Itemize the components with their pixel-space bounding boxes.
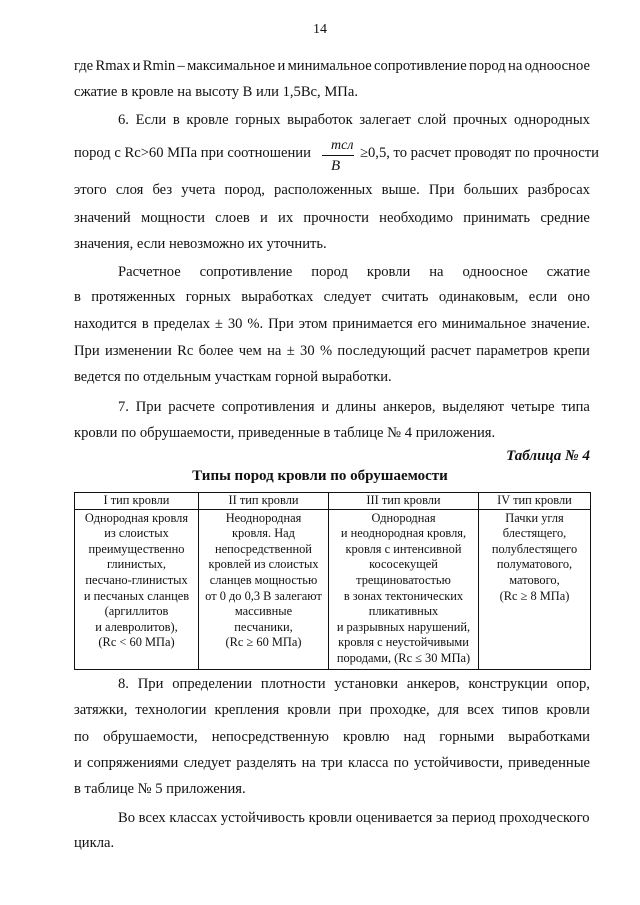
word: слоев: [215, 210, 250, 226]
word: кровле: [186, 112, 229, 128]
word: выработок: [287, 112, 353, 128]
word: оно: [567, 289, 590, 305]
cell-line: (Rc ≥ 8 МПа): [499, 588, 570, 603]
cell-line: сланцев мощностью: [209, 572, 318, 587]
word: и: [277, 58, 286, 74]
word: пород: [469, 58, 506, 74]
word: Rc: [177, 343, 194, 359]
fraction-denominator: В: [331, 158, 341, 174]
word: При: [74, 343, 100, 359]
word: прочных: [453, 112, 508, 128]
word: 7.: [118, 399, 129, 415]
header-type-4: IV тип кровли: [479, 493, 591, 510]
word: пределах: [153, 316, 210, 332]
cell-line: песчано-глинистых: [85, 572, 188, 587]
text-line: [74, 729, 590, 746]
roof-types-table: [74, 492, 591, 670]
word: если: [528, 289, 558, 305]
word: слоя: [115, 182, 144, 198]
text-line: [74, 210, 590, 227]
cell-type-2: [199, 509, 329, 669]
cell-line: и разрывных нарушений,: [336, 619, 471, 634]
word: непосредственную: [211, 729, 329, 745]
text-line: в таблице № 5 приложения.: [74, 781, 246, 797]
word: сопряжениями: [87, 755, 179, 771]
word: расчете: [168, 399, 215, 415]
table-header-row: [75, 493, 591, 510]
cell-line: (аргиллитов: [104, 604, 169, 619]
cell-line: трещиноватостью: [356, 572, 451, 587]
word: параметров: [476, 343, 549, 359]
word: 30: [227, 316, 243, 332]
word: на: [429, 264, 444, 280]
word: их: [278, 210, 294, 226]
word: на: [508, 58, 523, 74]
text-line: пород с Rc>60 МПа при соотношении: [74, 145, 311, 161]
text-line: [118, 399, 590, 416]
text-line: [118, 264, 590, 281]
word: считать: [381, 289, 429, 305]
word: минимальное: [441, 316, 527, 332]
cell-type-1: [75, 509, 199, 669]
text-line: [74, 316, 590, 333]
word: средние: [540, 210, 590, 226]
word: пород: [311, 264, 348, 280]
word: по: [393, 755, 409, 771]
word: прочности: [303, 210, 369, 226]
text-line: [74, 289, 590, 306]
word: крепи: [553, 343, 590, 359]
cell-line: из слоистых: [104, 526, 169, 541]
cell-line: песчаники,: [234, 619, 293, 634]
table-title: Типы пород кровли по обрушаемости: [192, 468, 448, 484]
fraction-bar: [322, 155, 354, 156]
text-line: [74, 343, 590, 360]
table-row: [75, 509, 591, 669]
word: плотности: [260, 676, 326, 692]
cell-line: кровлей из слоистых: [208, 557, 319, 572]
word: сжатие: [546, 264, 590, 280]
cell-line: Однородная: [371, 510, 436, 525]
cell-line: кровля с интенсивной: [345, 541, 462, 556]
word: необходимо: [379, 210, 454, 226]
cell-line: породами, (Rc ≤ 30 МПа): [336, 650, 471, 665]
word: чем: [238, 343, 262, 359]
word: 30: [300, 343, 315, 359]
word: одинаковым,: [438, 289, 519, 305]
word: и: [74, 755, 82, 771]
word: расчет: [430, 343, 471, 359]
word: протяженных: [91, 289, 176, 305]
word: в: [141, 316, 149, 332]
word: кровлю: [342, 729, 390, 745]
word: Расчетное: [118, 264, 181, 280]
text-line: [74, 182, 590, 199]
word: три: [321, 755, 343, 771]
word: типа: [561, 399, 590, 415]
word: обрушаемости,: [103, 729, 198, 745]
word: этом: [298, 316, 328, 332]
word: слой: [417, 112, 447, 128]
text-line: [74, 702, 590, 719]
word: на: [301, 755, 316, 771]
header-type-3: III тип кровли: [329, 493, 479, 510]
cell-line: кровля с неустойчивыми: [338, 635, 469, 650]
word: минимальное: [287, 58, 372, 74]
text-line: сжатие в кровле на высоту В или 1,5Вс, МПа.: [74, 84, 358, 100]
word: одноосное: [524, 58, 590, 74]
word: следует: [183, 755, 231, 771]
header-type-1: I тип кровли: [75, 493, 199, 510]
word: сопротивления: [221, 399, 315, 415]
word: 8.: [118, 676, 129, 692]
text-line: ≥0,5, то расчет проводят по прочности: [360, 145, 599, 161]
word: без: [152, 182, 173, 198]
word: %.: [247, 316, 264, 332]
cell-line: Однородная кровля: [84, 510, 189, 525]
cell-type-4: [479, 509, 591, 669]
word: приведенные: [508, 755, 590, 771]
word: При: [428, 182, 455, 198]
word: сопротивление: [199, 264, 293, 280]
cell-line: в зонах тектонических: [343, 588, 464, 603]
cell-line: и алевролитов),: [95, 619, 178, 634]
word: в: [74, 289, 81, 305]
cell-line: непосредственной: [215, 541, 312, 556]
word: выше.: [381, 182, 420, 198]
text-line: цикла.: [74, 835, 115, 851]
word: более: [198, 343, 234, 359]
text-line: [118, 112, 590, 129]
word: выделяют: [442, 399, 505, 415]
cell-line: кровля. Над: [232, 526, 295, 541]
word: При: [137, 676, 164, 692]
word: опор,: [556, 676, 590, 692]
cell-type-3: [329, 509, 479, 669]
page-number: 14: [313, 22, 327, 37]
word: горных: [185, 289, 231, 305]
word: значение.: [530, 316, 590, 332]
cell-line: Неоднородная: [225, 510, 302, 525]
word: Если: [135, 112, 167, 128]
word: кровли: [546, 702, 590, 718]
fraction-numerator: mсл: [331, 138, 354, 153]
header-type-2: II тип кровли: [199, 493, 329, 510]
word: расположенных: [274, 182, 373, 198]
cell-line: глинистых,: [106, 557, 167, 572]
cell-line: массивные: [234, 604, 293, 619]
word: больших: [463, 182, 519, 198]
text-line: Во всех классах устойчивость кровли оценивается за период проходческого: [118, 810, 590, 826]
word: выработках: [241, 289, 314, 305]
cell-line: полуматового,: [496, 557, 573, 572]
cell-line: от 0 до 0,3 В залегают: [205, 588, 322, 603]
word: определении: [172, 676, 253, 692]
word: где: [74, 58, 94, 74]
word: анкеров,: [382, 399, 436, 415]
cell-line: Пачки угля: [505, 510, 564, 525]
word: по: [74, 729, 90, 745]
word: этого: [74, 182, 107, 198]
word: максимальное: [187, 58, 276, 74]
word: конструкции: [468, 676, 548, 692]
word: последующий: [337, 343, 426, 359]
word: %: [319, 343, 333, 359]
text-line: [118, 676, 590, 693]
word: изменении: [104, 343, 172, 359]
word: При: [268, 316, 294, 332]
word: выработками: [508, 729, 590, 745]
word: принимается: [332, 316, 413, 332]
word: и: [259, 210, 268, 226]
word: При: [135, 399, 162, 415]
text-line: ведется по отдельным участкам горной выработки.: [74, 369, 392, 385]
word: крепления: [214, 702, 280, 718]
word: класса: [348, 755, 389, 771]
cell-line: пликативных: [368, 604, 439, 619]
cell-line: блестящего,: [502, 526, 567, 541]
word: сопротивление: [373, 58, 467, 74]
word: находится: [74, 316, 137, 332]
word: затяжки,: [74, 702, 128, 718]
cell-line: и неоднородная кровля,: [340, 526, 467, 541]
word: мощности: [140, 210, 205, 226]
word: кровли: [366, 264, 411, 280]
word: –: [177, 58, 185, 74]
word: однородных: [514, 112, 590, 128]
word: над: [403, 729, 426, 745]
text-line: [74, 755, 590, 772]
word: разделять: [236, 755, 297, 771]
word: установки: [334, 676, 399, 692]
cell-line: (Rc < 60 МПа): [98, 635, 175, 650]
word: его: [417, 316, 438, 332]
word: ±: [214, 316, 223, 332]
word: для: [437, 702, 460, 718]
word: ±: [286, 343, 295, 359]
cell-line: и песчаных сланцев: [83, 588, 190, 603]
word: технологии: [135, 702, 207, 718]
word: пород,: [224, 182, 265, 198]
table-caption: Таблица № 4: [506, 448, 590, 464]
word: на: [267, 343, 282, 359]
word: всех: [467, 702, 495, 718]
word: четыре: [510, 399, 555, 415]
word: кровли: [287, 702, 331, 718]
cell-line: полублестящего: [491, 541, 578, 556]
word: одноосное: [462, 264, 528, 280]
word: значений: [74, 210, 131, 226]
word: Rmin: [142, 58, 176, 74]
word: учета: [181, 182, 216, 198]
word: длины: [336, 399, 377, 415]
word: Rmax: [95, 58, 131, 74]
word: анкеров,: [406, 676, 460, 692]
text-line: значения, если невозможно их уточнить.: [74, 236, 327, 252]
text-line: [74, 58, 590, 75]
word: следует: [323, 289, 372, 305]
word: проходке,: [369, 702, 430, 718]
word: залегает: [359, 112, 411, 128]
cell-line: матового,: [509, 572, 560, 587]
word: и: [132, 58, 141, 74]
word: разбросах: [527, 182, 590, 198]
word: в: [172, 112, 180, 128]
cell-line: преимущественно: [88, 541, 185, 556]
word: при: [338, 702, 362, 718]
word: 6.: [118, 112, 129, 128]
word: горных: [235, 112, 281, 128]
cell-line: (Rc ≥ 60 МПа): [225, 635, 302, 650]
word: типов: [502, 702, 539, 718]
text-line: кровли по обрушаемости, приведенные в таблице № 4 приложения.: [74, 425, 496, 441]
word: горными: [439, 729, 495, 745]
cell-line: кососекущей: [369, 557, 438, 572]
word: устойчивости,: [413, 755, 503, 771]
word: и: [321, 399, 330, 415]
word: принимать: [463, 210, 531, 226]
